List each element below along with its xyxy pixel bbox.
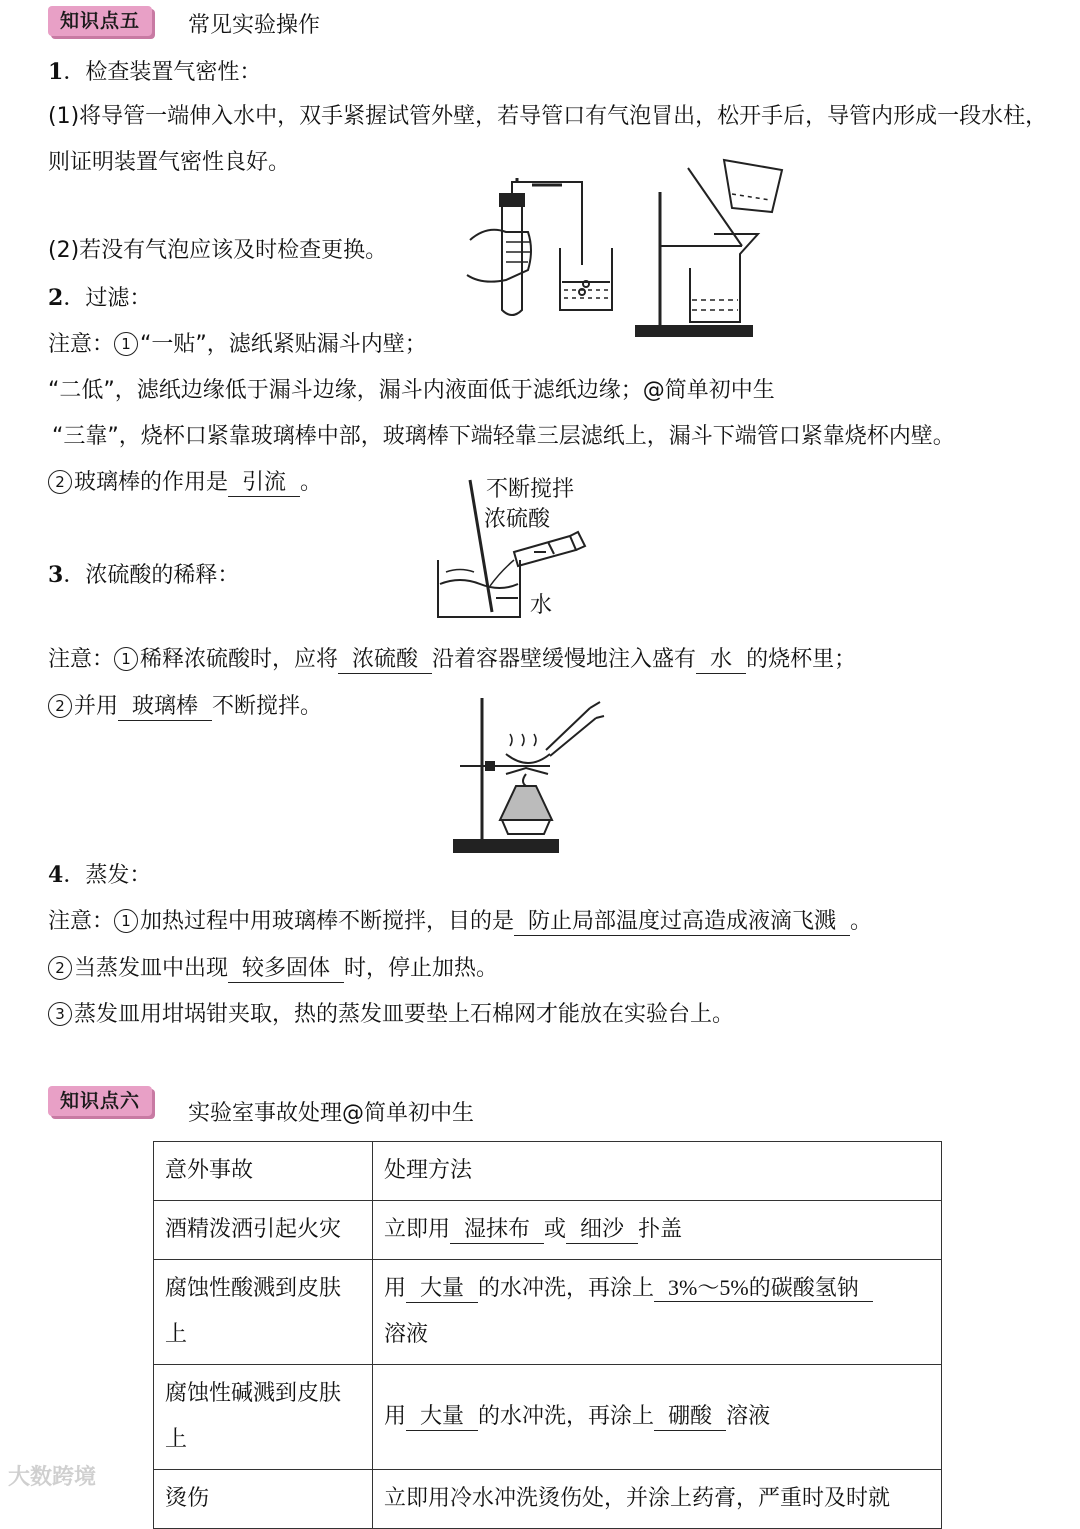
table-row <box>154 1470 942 1529</box>
section-title: 常见实验操作 <box>188 13 321 38</box>
note-line: “三靠”，烧杯口紧靠玻璃棒中部，玻璃棒下端轻靠三层滤纸上，漏斗下端管口紧靠烧杯内壁。 <box>52 424 955 449</box>
table-row <box>154 1260 942 1365</box>
answer-blank: 较多固体 <box>228 956 344 983</box>
section-badge: 知识点六 <box>48 1086 152 1116</box>
table-cell: 立即用冷水冲洗烫伤处，并涂上药膏，严重时及时就 <box>373 1470 942 1529</box>
answer-blank: 水 <box>696 647 746 674</box>
note-line: 注意： 1 稀释浓硫酸时，应将 浓硫酸 沿着容器壁缓慢地注入盛有 水 的烧杯里； <box>48 647 857 672</box>
evaporation-figure <box>450 694 610 856</box>
table-cell: 腐蚀性碱溅到皮肤上 <box>154 1365 373 1470</box>
answer-blank: 硼酸 <box>654 1404 726 1431</box>
answer-blank: 湿抹布 <box>450 1217 544 1244</box>
table-cell: 烫伤 <box>154 1470 373 1529</box>
section-badge: 知识点五 <box>48 6 152 36</box>
table-cell: 用 大量 的水冲洗，再涂上 硼酸 溶液 <box>373 1365 942 1470</box>
answer-blank: 大量 <box>406 1404 478 1431</box>
watermark: 大数跨境 <box>8 1465 97 1490</box>
paragraph: (2)若没有气泡应该及时检查更换。 <box>48 238 388 263</box>
table-cell: 腐蚀性酸溅到皮肤上 <box>154 1260 373 1365</box>
figure-label: 浓硫酸 <box>484 507 551 532</box>
item-heading: 1．检查装置气密性： <box>48 59 262 85</box>
table-row <box>154 1201 942 1260</box>
note-line: 注意： 1 “一贴”，滤纸紧贴漏斗内壁； <box>48 332 427 357</box>
paragraph: (1)将导管一端伸入水中，双手紧握试管外壁，若导管口有气泡冒出，松开手后，导管内形成一段水柱，则证明装置气密性良好。 <box>48 104 1048 175</box>
note-line: 2 玻璃棒的作用是 引流 。 <box>48 468 322 498</box>
answer-blank: 浓硫酸 <box>338 647 432 674</box>
note-line: 注意： 1 加热过程中用玻璃棒不断搅拌，目的是 防止局部温度过高造成液滴飞溅 。 <box>48 909 873 934</box>
table-header-cell: 处理方法 <box>373 1142 942 1201</box>
table-row <box>154 1365 942 1470</box>
item-heading: 4．蒸发： <box>48 862 152 888</box>
answer-blank: 玻璃棒 <box>118 694 212 721</box>
figure-label: 水 <box>530 593 553 618</box>
table-cell: 用 大量 的水冲洗，再涂上 3%～5%的碳酸氢钠 溶液 <box>373 1260 942 1365</box>
table-cell: 酒精泼洒引起火灾 <box>154 1201 373 1260</box>
answer-blank: 细沙 <box>566 1217 638 1244</box>
answer-blank: 防止局部温度过高造成液滴飞溅 <box>514 909 850 936</box>
table-header-cell: 意外事故 <box>154 1142 373 1201</box>
table-cell: 立即用 湿抹布 或 细沙 扑盖 <box>373 1201 942 1260</box>
item-heading: 3．浓硫酸的稀释： <box>48 562 240 588</box>
section-title: 实验室事故处理@简单初中生 <box>188 1101 475 1126</box>
table-row <box>154 1142 942 1201</box>
note-line: 2 并用 玻璃棒 不断搅拌。 <box>48 692 322 722</box>
figure-label: 不断搅拌 <box>486 477 575 502</box>
airtight-figure <box>462 170 622 320</box>
note-line: 2 当蒸发皿中出现 较多固体 时，停止加热。 <box>48 954 498 984</box>
note-line: “二低”，滤纸边缘低于漏斗边缘，漏斗内液面低于滤纸边缘；@简单初中生 <box>48 378 775 403</box>
item-heading: 2．过滤： <box>48 285 152 311</box>
answer-blank: 3%～5%的碳酸氢钠 <box>654 1275 873 1302</box>
note-line: 3 蒸发皿用坩埚钳夹取，热的蒸发皿要垫上石棉网才能放在实验台上。 <box>48 1000 734 1030</box>
accident-table <box>153 1141 942 1529</box>
answer-blank: 引流 <box>228 470 300 497</box>
answer-blank: 大量 <box>406 1276 478 1303</box>
filtration-figure <box>632 150 792 340</box>
